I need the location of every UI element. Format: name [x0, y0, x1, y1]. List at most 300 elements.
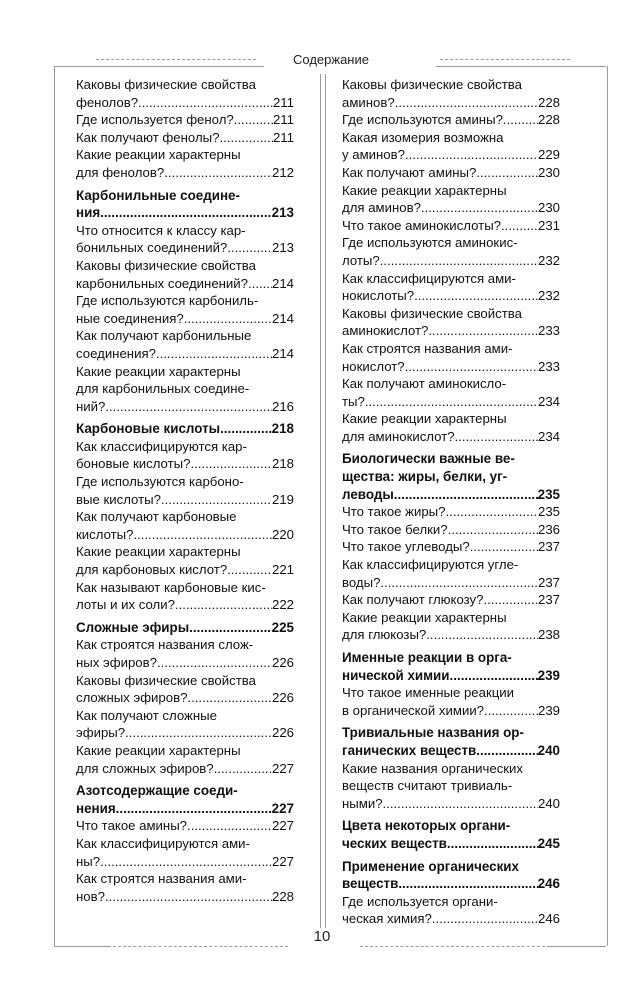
column-divider: [320, 74, 326, 934]
toc-question-entry: [342, 556, 560, 591]
toc-entry-line: Именные реакции в орга-: [342, 650, 512, 665]
toc-question-entry: [76, 508, 294, 543]
dot-leader: [184, 310, 272, 328]
toc-entry-line: Карбонильные соедине-: [76, 187, 240, 203]
toc-entry-text: Где используется фенол?: [76, 112, 234, 128]
toc-entry-text: фенолов?: [76, 94, 139, 110]
toc-page-number: 245: [537, 835, 560, 851]
toc-entry-line: Как классифицируются кар-: [76, 438, 247, 454]
toc-question-entry: [342, 684, 560, 719]
toc-question-entry: [342, 76, 560, 111]
toc-page-number: 227: [271, 818, 294, 834]
toc-entry-final-line: [76, 888, 294, 906]
toc-entry-line: щества: жиры, белки, уг-: [342, 469, 508, 485]
toc-question-entry: [342, 375, 560, 410]
toc-entry-text: для аминов?: [342, 200, 421, 216]
dot-leader: [190, 455, 272, 473]
toc-question-entry: [342, 410, 560, 445]
toc-entry-text: ния: [76, 205, 101, 221]
footer-rule-left: [54, 946, 108, 947]
toc-entry-line: Какие реакции характерны: [342, 411, 507, 427]
toc-entry-final-line: [76, 455, 294, 473]
toc-entry-final-line: [76, 204, 294, 222]
dot-leader: [426, 626, 538, 644]
toc-entry-line: Где используются карбониль-: [76, 293, 259, 309]
dot-leader: [234, 111, 273, 129]
toc-entry-line: Каковы физические свойства: [342, 305, 522, 321]
toc-question-entry: [76, 292, 294, 327]
toc-left-column: [76, 76, 294, 905]
toc-entry-text: ны?: [76, 853, 101, 869]
toc-page-number: 227: [271, 853, 294, 869]
toc-page-number: 240: [537, 795, 560, 811]
toc-section-entry: [76, 187, 294, 222]
toc-question-entry: [342, 234, 560, 269]
toc-page-number: 237: [537, 574, 560, 590]
dot-leader: [383, 795, 538, 813]
toc-page-number: 222: [271, 597, 294, 613]
dot-leader: [105, 888, 272, 906]
toc-entry-final-line: [76, 111, 294, 129]
dot-leader: [380, 574, 538, 592]
toc-section-entry: [76, 619, 294, 637]
toc-entry-final-line: [342, 626, 560, 644]
dot-leader: [428, 322, 538, 340]
toc-entry-text: боновые кислоты?: [76, 456, 191, 472]
toc-entry-line: Как классифицируются угле-: [342, 557, 519, 573]
dot-leader: [105, 398, 272, 416]
toc-entry-final-line: [342, 111, 560, 129]
toc-entry-final-line: [342, 146, 560, 164]
dot-leader: [116, 800, 272, 818]
toc-question-entry: [342, 305, 560, 340]
toc-entry-line: Тривиальные названия ор-: [342, 725, 524, 741]
toc-page-number: 225: [271, 619, 294, 635]
toc-section-entry: [342, 450, 560, 503]
toc-entry-line: Как строятся названия слож-: [76, 637, 254, 653]
toc-entry-final-line: [342, 199, 560, 217]
dot-leader: [394, 486, 538, 504]
toc-page-number: 235: [537, 504, 560, 520]
dot-leader: [189, 619, 272, 637]
toc-entry-final-line: [342, 164, 560, 182]
toc-entry-text: аминокислот?: [342, 323, 429, 339]
dot-leader: [156, 345, 272, 363]
toc-question-entry: [76, 76, 294, 111]
dot-leader: [248, 275, 272, 293]
toc-question-entry: [342, 270, 560, 305]
toc-entry-text: нения: [76, 800, 116, 816]
toc-entry-final-line: [76, 526, 294, 544]
toc-page-number: 220: [271, 526, 294, 542]
toc-page-number: 211: [272, 94, 294, 110]
toc-question-entry: [342, 893, 560, 928]
toc-question-entry: [342, 538, 560, 556]
toc-entry-final-line: [342, 910, 560, 928]
toc-page-number: 232: [537, 288, 560, 304]
toc-section-entry: [342, 649, 560, 684]
toc-entry-final-line: [76, 817, 294, 835]
toc-question-entry: [76, 672, 294, 707]
toc-question-entry: [76, 363, 294, 416]
toc-entry-line: Биологически важные ве-: [342, 451, 515, 467]
toc-entry-line: Какие названия органических: [342, 760, 524, 776]
toc-entry-text: в органической химии?: [342, 702, 485, 718]
toc-entry-final-line: [342, 702, 560, 720]
dot-leader: [447, 835, 538, 853]
toc-question-entry: [76, 257, 294, 292]
toc-entry-text: кислоты?: [76, 526, 134, 542]
toc-entry-text: карбонильных соединений?: [76, 275, 248, 291]
dot-leader: [395, 94, 538, 112]
toc-question-entry: [76, 636, 294, 671]
footer-dashes-right: [360, 946, 550, 947]
toc-entry-text: ными?: [342, 795, 383, 811]
dot-leader: [187, 817, 272, 835]
toc-page-number: 230: [537, 164, 560, 180]
page-number: 10: [300, 928, 344, 945]
toc-question-entry: [76, 707, 294, 742]
toc-page-number: 221: [271, 562, 294, 578]
toc-entry-text: ческая химия?: [342, 911, 432, 927]
toc-entry-final-line: [76, 164, 294, 182]
toc-page-number: 227: [271, 800, 294, 816]
toc-question-entry: [342, 111, 560, 129]
toc-entry-final-line: [76, 561, 294, 579]
toc-entry-final-line: [342, 795, 560, 813]
toc-entry-final-line: [342, 428, 560, 446]
dot-leader: [448, 521, 538, 539]
toc-page-number: 226: [271, 655, 294, 670]
toc-entry-final-line: [76, 491, 294, 509]
toc-entry-line: Что такое именные реакции: [342, 685, 515, 701]
toc-entry-final-line: [342, 835, 560, 853]
dot-leader: [100, 853, 272, 871]
dot-leader: [470, 538, 538, 556]
toc-entry-line: Какая изомерия возможна: [342, 129, 504, 145]
toc-page-number: 219: [271, 491, 294, 507]
toc-entry-final-line: [76, 800, 294, 818]
toc-section-entry: [342, 724, 560, 759]
toc-page-number: 235: [537, 486, 560, 502]
toc-entry-line: Азотсодержащие соеди-: [76, 783, 238, 799]
toc-entry-text: у аминов?: [342, 147, 405, 163]
toc-page-number: 212: [271, 164, 294, 180]
dot-leader: [161, 491, 272, 509]
toc-entry-text: Что такое амины?: [76, 818, 188, 834]
toc-entry-final-line: [342, 521, 560, 539]
toc-entry-text: Что такое углеводы?: [342, 539, 470, 555]
toc-page-number: 216: [271, 398, 294, 414]
toc-page-number: 246: [537, 911, 560, 927]
dot-leader: [421, 199, 538, 217]
toc-entry-text: Как получают фенолы?: [76, 129, 220, 145]
toc-entry-final-line: [342, 217, 560, 235]
dot-leader: [432, 910, 538, 928]
toc-entry-final-line: [342, 358, 560, 376]
dot-leader: [503, 111, 538, 129]
toc-entry-final-line: [76, 420, 294, 438]
toc-entry-final-line: [342, 252, 560, 270]
toc-entry-line: Какие реакции характерны: [342, 609, 507, 625]
toc-entry-line: Какие реакции характерны: [76, 363, 241, 379]
toc-question-entry: [342, 503, 560, 521]
toc-entry-text: лоты и их соли?: [76, 597, 175, 613]
toc-entry-text: для фенолов?: [76, 164, 165, 180]
toc-entry-final-line: [342, 875, 560, 893]
toc-entry-final-line: [76, 129, 294, 147]
toc-entry-text: бонильных соединений?: [76, 240, 228, 256]
toc-question-entry: [76, 543, 294, 578]
toc-entry-final-line: [342, 667, 560, 685]
toc-entry-text: вые кислоты?: [76, 491, 161, 507]
toc-page-number: 233: [537, 323, 560, 339]
toc-entry-text: ческих веществ: [342, 835, 447, 851]
dot-leader: [187, 689, 272, 707]
toc-page-number: 227: [271, 760, 294, 776]
toc-page-number: 214: [271, 345, 294, 361]
dot-leader: [484, 702, 538, 720]
dot-leader: [365, 393, 538, 411]
toc-page-number: 229: [537, 147, 560, 163]
toc-entry-line: Что относится к классу кар-: [76, 222, 246, 238]
dot-leader: [125, 724, 272, 742]
toc-entry-text: Где используются амины?: [342, 112, 503, 128]
dot-leader: [380, 252, 538, 270]
toc-question-entry: [76, 742, 294, 777]
toc-page-number: 234: [537, 393, 560, 409]
toc-entry-line: Какие реакции характерны: [76, 147, 241, 163]
toc-entry-text: для сложных эфиров?: [76, 760, 214, 776]
toc-page-number: 234: [537, 428, 560, 444]
toc-page-number: 237: [537, 592, 560, 608]
toc-entry-text: Что такое аминокислоты?: [342, 217, 502, 233]
toc-entry-final-line: [342, 322, 560, 340]
toc-entry-line: Какие реакции характерны: [76, 544, 241, 560]
toc-entry-line: Где используются аминокис-: [342, 235, 518, 251]
toc-entry-final-line: [342, 393, 560, 411]
toc-question-entry: [76, 222, 294, 257]
toc-question-entry: [76, 146, 294, 181]
toc-section-entry: [342, 858, 560, 893]
toc-entry-text: Как получают глюкозу?: [342, 592, 484, 608]
toc-page-number: 230: [537, 200, 560, 216]
dot-leader: [220, 420, 272, 438]
toc-page-number: 237: [537, 539, 560, 555]
toc-entry-line: Каковы физические свойства: [342, 77, 522, 92]
dot-leader: [405, 358, 538, 376]
toc-entry-text: эфиры?: [76, 725, 126, 741]
dot-leader: [450, 667, 538, 685]
toc-page-number: 213: [271, 240, 294, 256]
toc-entry-text: веществ: [342, 876, 399, 892]
toc-entry-text: леводы: [342, 486, 394, 502]
toc-entry-line: Какие реакции характерны: [342, 182, 507, 198]
dot-leader: [405, 146, 538, 164]
toc-entry-final-line: [76, 310, 294, 328]
toc-entry-final-line: [76, 853, 294, 871]
toc-entry-final-line: [76, 275, 294, 293]
toc-entry-final-line: [76, 619, 294, 637]
toc-entry-line: для карбонильных соедине-: [76, 381, 250, 397]
toc-page-number: 246: [537, 876, 560, 892]
toc-entry-final-line: [76, 398, 294, 416]
toc-question-entry: [76, 129, 294, 147]
toc-question-entry: [76, 817, 294, 835]
toc-entry-line: Где используются карбоно-: [76, 474, 244, 490]
toc-entry-text: Что такое белки?: [342, 521, 448, 537]
toc-entry-line: Как классифицируются ами-: [342, 270, 516, 286]
toc-entry-text: ний?: [76, 398, 106, 414]
dot-leader: [455, 428, 538, 446]
toc-page-number: 214: [271, 310, 294, 326]
toc-page-number: 239: [537, 702, 560, 718]
toc-entry-line: Каковы физические свойства: [76, 77, 256, 92]
toc-entry-final-line: [342, 94, 560, 112]
toc-question-entry: [76, 438, 294, 473]
footer-dashes-left: [108, 946, 288, 947]
toc-question-entry: [342, 164, 560, 182]
toc-page-number: 239: [537, 667, 560, 683]
dot-leader: [214, 760, 272, 778]
toc-entry-line: Как получают карбонильные: [76, 328, 252, 344]
toc-entry-final-line: [76, 94, 294, 112]
toc-entry-line: Какие реакции характерны: [76, 742, 241, 758]
toc-question-entry: [76, 835, 294, 870]
toc-entry-line: Каковы физические свойства: [76, 257, 256, 273]
toc-entry-text: ты?: [342, 393, 365, 409]
dot-leader: [446, 503, 538, 521]
toc-right-column: [342, 76, 560, 928]
toc-entry-final-line: [342, 574, 560, 592]
toc-entry-line: Как получают сложные: [76, 707, 217, 723]
toc-entry-line: Как классифицируются ами-: [76, 835, 250, 851]
toc-entry-text: соединения?: [76, 345, 156, 361]
dot-leader: [133, 526, 272, 544]
toc-entry-final-line: [76, 239, 294, 257]
toc-entry-line: Каковы физические свойства: [76, 672, 256, 688]
toc-section-entry: [342, 817, 560, 852]
toc-page-number: 226: [271, 725, 294, 741]
dot-leader: [157, 654, 272, 672]
toc-entry-line: веществ считают тривиаль-: [342, 778, 513, 794]
toc-entry-text: Что такое жиры?: [342, 504, 446, 520]
toc-entry-final-line: [76, 596, 294, 614]
toc-page-number: 218: [271, 421, 294, 437]
dot-leader: [138, 94, 273, 112]
toc-page-number: 218: [271, 456, 294, 472]
toc-entry-line: Цвета некоторых органи-: [342, 818, 511, 834]
toc-entry-line: Как получают аминокисло-: [342, 376, 507, 392]
toc-entry-final-line: [342, 742, 560, 760]
toc-entry-final-line: [76, 654, 294, 672]
dot-leader: [476, 742, 537, 760]
toc-entry-text: ных эфиров?: [76, 655, 157, 670]
toc-entry-text: ганических веществ: [342, 742, 477, 758]
toc-entry-final-line: [342, 538, 560, 556]
toc-entry-text: для аминокислот?: [342, 428, 455, 444]
toc-question-entry: [76, 473, 294, 508]
toc-page-number: 233: [537, 358, 560, 374]
toc-page-number: 226: [271, 690, 294, 706]
dot-leader: [227, 239, 272, 257]
toc-entry-text: Сложные эфиры: [76, 619, 190, 635]
toc-entry-final-line: [76, 689, 294, 707]
toc-entry-line: Где используется органи-: [342, 893, 498, 909]
toc-entry-line: Как строятся названия ами-: [76, 871, 247, 887]
toc-question-entry: [342, 182, 560, 217]
dot-leader: [414, 287, 538, 305]
toc-entry-text: для карбоновых кислот?: [76, 562, 228, 578]
toc-page-number: 211: [272, 129, 294, 145]
toc-entry-final-line: [342, 486, 560, 504]
toc-page-number: 213: [271, 205, 294, 221]
toc-question-entry: [76, 870, 294, 905]
toc-page-number: 232: [537, 252, 560, 268]
toc-question-entry: [342, 340, 560, 375]
toc-entry-text: лоты?: [342, 252, 380, 268]
toc-entry-line: Как получают карбоновые: [76, 509, 237, 525]
toc-page-number: 240: [537, 742, 560, 758]
toc-entry-line: Применение органических: [342, 858, 519, 874]
toc-page-number: 238: [537, 627, 560, 643]
toc-entry-text: ные соединения?: [76, 310, 184, 326]
toc-question-entry: [76, 579, 294, 614]
header-title: Содержание: [293, 52, 369, 67]
toc-entry-text: нокислоты?: [342, 288, 415, 304]
dot-leader: [100, 204, 272, 222]
toc-question-entry: [342, 591, 560, 609]
toc-page-number: 228: [537, 94, 560, 110]
toc-page-number: 236: [537, 521, 560, 537]
toc-question-entry: [76, 327, 294, 362]
toc-question-entry: [342, 609, 560, 644]
toc-question-entry: [76, 111, 294, 129]
toc-entry-final-line: [76, 345, 294, 363]
toc-page-number: 228: [271, 888, 294, 904]
dot-leader: [483, 591, 538, 609]
toc-page-number: 231: [537, 217, 560, 233]
dot-leader: [227, 561, 272, 579]
dot-leader: [175, 596, 272, 614]
toc-entry-line: Как называют карбоновые кис-: [76, 579, 266, 595]
toc-entry-text: аминов?: [342, 94, 395, 110]
toc-page-number: 214: [271, 275, 294, 291]
toc-question-entry: [342, 129, 560, 164]
toc-entry-text: нической химии: [342, 667, 450, 683]
toc-entry-final-line: [76, 724, 294, 742]
toc-question-entry: [342, 521, 560, 539]
toc-question-entry: [342, 217, 560, 235]
dot-leader: [164, 164, 272, 182]
toc-entry-line: Как строятся названия ами-: [342, 340, 513, 356]
toc-entry-text: воды?: [342, 574, 381, 590]
toc-entry-text: Карбоновые кислоты: [76, 421, 221, 437]
toc-section-entry: [76, 420, 294, 438]
dot-leader: [476, 164, 538, 182]
toc-entry-text: Как получают амины?: [342, 164, 477, 180]
toc-entry-text: для глюкозы?: [342, 627, 427, 643]
toc-section-entry: [76, 782, 294, 817]
toc-entry-final-line: [342, 503, 560, 521]
dot-leader: [219, 129, 273, 147]
toc-page-number: 211: [272, 112, 294, 128]
footer-rule-right: [550, 946, 606, 947]
dot-leader: [398, 875, 537, 893]
toc-entry-text: сложных эфиров?: [76, 690, 188, 706]
toc-entry-text: нов?: [76, 888, 105, 904]
toc-entry-text: нокислот?: [342, 358, 405, 374]
